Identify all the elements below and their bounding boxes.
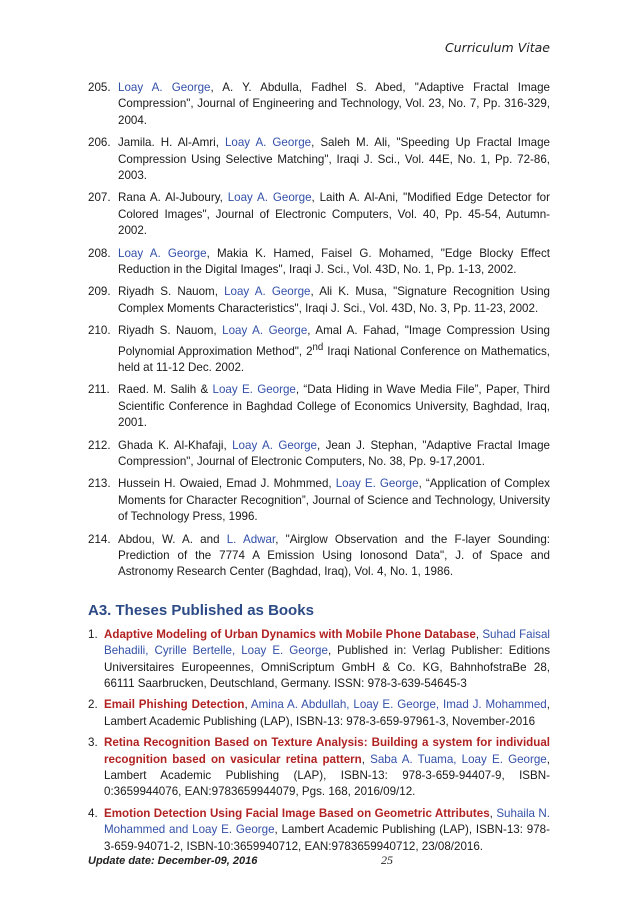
book-list <box>88 627 550 855</box>
citation-text: Abdou, W. A. and <box>118 532 227 546</box>
book-entry-number: 2. <box>88 698 98 712</box>
publication-entry-text <box>118 246 550 279</box>
publication-entry-number: 210. <box>88 324 111 338</box>
publication-entry-number: 211. <box>88 383 110 397</box>
book-entry-text <box>104 627 550 693</box>
citation-text: , “Application of Complex Moments for Character Recognition”, Journal of Science and Technology, University of Technology Press, 1996. <box>118 477 550 524</box>
publication-entry-number: 206. <box>88 136 111 150</box>
author-name: Suhad Faisal Behadili, Cyrille Bertelle, Loay E. George <box>104 627 551 658</box>
publication-entry-text <box>118 532 550 581</box>
author-name: Loay A. George <box>118 246 207 260</box>
book-entry-number: 1. <box>88 627 98 641</box>
ordinal-suffix: nd <box>312 341 324 353</box>
book-entry-text <box>104 806 550 855</box>
citation-text: , Saleh M. Ali, "Speeding Up Fractal Image Compression Using Selective Matching", Iraqi J. Sci., Vol. 44E, No. 1, Pp. 72-86, 2003. <box>118 136 550 183</box>
publication-entry-number: 213. <box>88 477 111 491</box>
publication-entry-text <box>118 382 550 431</box>
citation-text: , Lambert Academic Publishing (LAP), ISBN-13: 978-3-659-94071-2, ISBN-10:3659940712, EAN:9783659940712, 23/08/2016. <box>104 823 550 853</box>
author-name: Loay A. George <box>227 191 312 205</box>
book-title: Retina Recognition Based on Texture Analysis: Building a system for individual recognition based on vasicular retina pattern <box>104 736 550 766</box>
author-name: Loay A. George <box>118 81 211 94</box>
book-title: Email Phishing Detection <box>104 698 245 712</box>
citation-text: , <box>244 698 251 712</box>
book-entry <box>88 627 550 693</box>
header-title: Curriculum Vitae <box>444 40 550 55</box>
book-entry-text <box>104 735 550 801</box>
author-name: Amina A. Abdullah, Loay E. George, Imad J. Mohammed <box>250 698 547 712</box>
author-name: L. Adwar <box>226 532 276 546</box>
citation-text: , Amal A. Fahad, "Image Compression Using Polynomial Approximation Method", 2 <box>118 324 550 358</box>
citation-text: , Laith A. Al-Ani, "Modified Edge Detector for Colored Images", Journal of Electronic Computers, Vol. 40, Pp. 45-54, Autumn-2002. <box>118 191 550 238</box>
publication-entry <box>88 190 550 239</box>
citation-text: Ghada K. Al-Khafaji, <box>118 438 233 452</box>
publication-entry <box>88 80 550 129</box>
publication-entry-text <box>118 80 550 129</box>
citation-text: , <box>475 627 483 641</box>
citation-text: Jamila. H. Al-Amri, <box>118 136 225 150</box>
publication-entry-number: 214. <box>88 532 111 546</box>
author-name: Loay A. George <box>224 285 311 299</box>
author-name: Loay E. George <box>335 477 419 491</box>
author-name: Loay E. George <box>212 383 296 397</box>
citation-text: Riyadh S. Nauom, <box>118 324 223 338</box>
citation-text: , "Airglow Observation and the F-layer Sounding: Prediction of the 7774 A Emission Using Ionosond Data", J. of Space and Astronomy Research Center (Baghdad, Iraq), Vol. 4, No. 1, 1986. <box>118 532 550 579</box>
publication-entry <box>88 382 550 431</box>
publication-entry-number: 208. <box>88 246 111 260</box>
author-name: Suhaila N. Mohammed and Loay E. George <box>104 806 550 837</box>
publication-entry <box>88 284 550 317</box>
citation-text: , A. Y. Abdulla, Fadhel S. Abed, "Adaptive Fractal Image Compression", Journal of Engineering and Technology, Vol. 23, No. 7, Pp. 316-329, 2004. <box>118 81 550 127</box>
citation-text: , Jean J. Stephan, "Adaptive Fractal Image Compression", Journal of Electronic Computers, No. 38, Pp. 9-17,2001. <box>118 438 550 468</box>
citation-text: Hussein H. Owaied, Emad J. Mohmmed, <box>118 477 336 491</box>
section-heading: A3. Theses Published as Books <box>88 601 314 619</box>
citation-text: , Lambert Academic Publishing (LAP), ISBN-13: 978-3-659-94407-9, ISBN-0:3659944076, EAN:9783659944079, Pgs. 168, 2016/09/12. <box>104 752 550 799</box>
publication-entry-number: 212. <box>88 438 111 452</box>
publication-entry <box>88 532 550 581</box>
publication-entry-text <box>118 476 550 525</box>
publication-entry <box>88 246 550 279</box>
publication-entry-text <box>118 135 550 184</box>
book-entry <box>88 735 550 801</box>
footer-update-date: Update date: December-09, 2016 <box>88 855 258 867</box>
publication-entry <box>88 438 550 471</box>
citation-text: Rana A. Al-Juboury, <box>118 191 228 205</box>
page-content <box>88 80 550 860</box>
publication-entry <box>88 476 550 525</box>
publication-entry-number: 209. <box>88 285 111 299</box>
citation-text: , Ali K. Musa, "Signature Recognition Using Complex Moments Characteristics", Iraqi J. Sci., Vol. 43D, No. 3, Pp. 11-23, 2002. <box>118 285 550 315</box>
citation-text: , Published in: Verlag Publisher: Editions Universitaires Europeennes, OmniScriptum GmbH & Co. KG, BahnhofstraBe 28, 66111 Saarbrucken, Deutschland, Germany. ISSN: 978-3-639-54645-3 <box>104 644 550 691</box>
publication-list <box>88 80 550 581</box>
book-title: Adaptive Modeling of Urban Dynamics with Mobile Phone Database <box>104 627 476 641</box>
book-entry-number: 3. <box>88 736 98 750</box>
publication-entry-number: 207. <box>88 191 111 205</box>
citation-text: Iraqi National Conference on Mathematics, held at 11-12 Dec. 2002. <box>118 344 550 374</box>
citation-text: , <box>489 806 497 820</box>
publication-entry-text <box>118 438 550 471</box>
book-entry-number: 4. <box>88 806 98 820</box>
citation-text: , “Data Hiding in Wave Media File”, Paper, Third Scientific Conference in Baghdad College of Economics University, Baghdad, Iraq, 2001. <box>118 383 550 430</box>
citation-text: , <box>361 752 371 766</box>
publication-entry <box>88 323 550 376</box>
publication-entry-text <box>118 190 550 239</box>
publication-entry-text <box>118 284 550 317</box>
publication-entry-text <box>118 323 550 376</box>
citation-text: Raed. M. Salih & <box>118 383 213 397</box>
author-name: Loay A. George <box>232 438 317 452</box>
citation-text: , Makia K. Hamed, Faisel G. Mohamed, "Edge Blocky Effect Reduction in the Digital Images", Iraqi J. Sci., Vol. 43D, No. 1, Pp. 1-13, 2002. <box>118 246 550 277</box>
page-number: 25 <box>381 853 393 867</box>
publication-entry-number: 205. <box>88 81 111 94</box>
citation-text: , Lambert Academic Publishing (LAP), ISBN-13: 978-3-659-97961-3, November-2016 <box>104 698 550 728</box>
book-entry <box>88 697 550 730</box>
book-entry <box>88 806 550 855</box>
author-name: Loay A. George <box>224 136 312 150</box>
book-title: Emotion Detection Using Facial Image Based on Geometric Attributes <box>104 806 490 820</box>
author-name: Loay A. George <box>222 324 308 338</box>
book-entry-text <box>104 697 550 730</box>
author-name: Saba A. Tuama, Loay E. George <box>370 752 547 766</box>
citation-text: Riyadh S. Nauom, <box>118 285 225 299</box>
publication-entry <box>88 135 550 184</box>
